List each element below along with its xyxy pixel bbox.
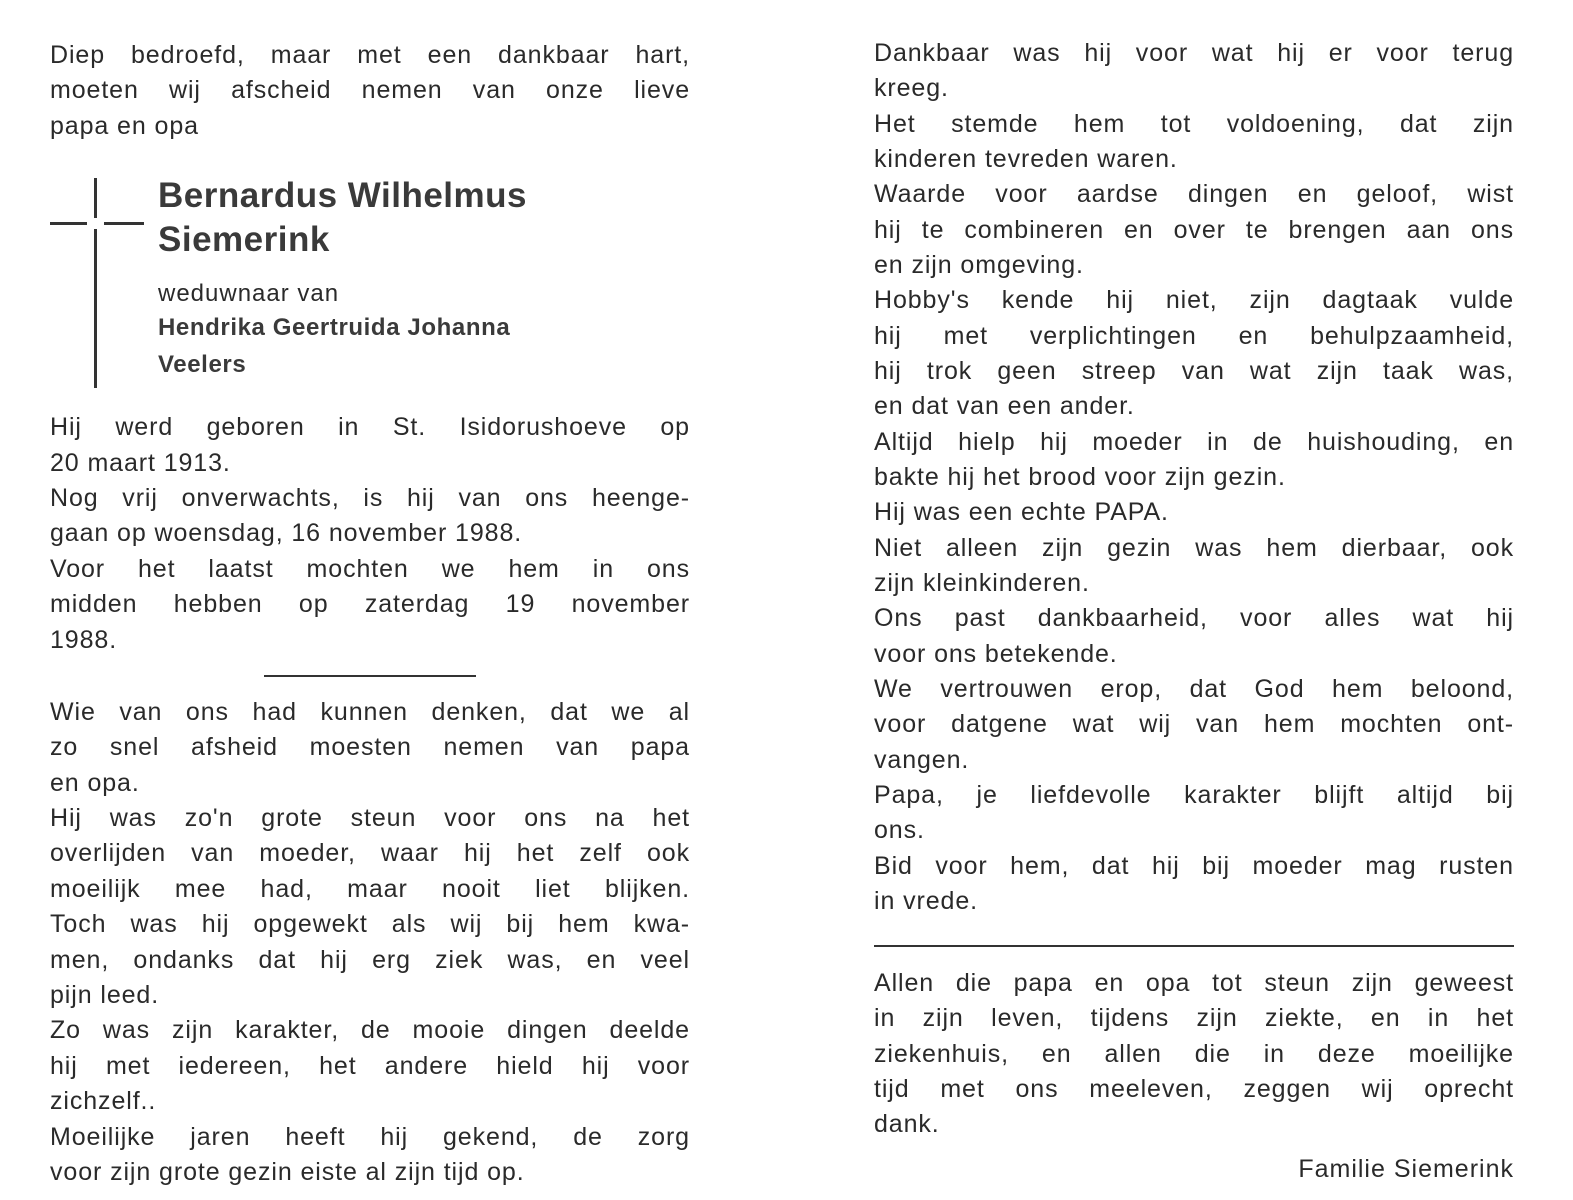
- fact-line: 1988.: [50, 626, 118, 654]
- memory-line: overlijden van moeder, waar hij het zelf ook: [50, 839, 690, 867]
- memory-line: moeilijk mee had, maar nooit liet blijken.: [50, 875, 690, 903]
- memory-line: Het stemde hem tot voldoening, dat zijn: [874, 110, 1514, 138]
- memory-line: voor datgene wat wij van hem mochten ont-: [874, 710, 1514, 738]
- spouse-first-names: Hendrika Geertruida Johanna: [158, 314, 511, 341]
- memory-line: Hobby's kende hij niet, zijn dagtaak vulde: [874, 286, 1514, 314]
- thanks-line: tijd met ons meeleven, zeggen wij oprecht: [874, 1075, 1514, 1103]
- fact-line: Voor het laatst mochten we hem in ons: [50, 555, 690, 583]
- memory-line: We vertrouwen erop, dat God hem beloond,: [874, 675, 1514, 703]
- memory-line: in vrede.: [874, 887, 978, 915]
- memory-line: zo snel afsheid moesten nemen van papa: [50, 733, 690, 761]
- memory-line: men, ondanks dat hij erg ziek was, en veel: [50, 946, 690, 974]
- memory-line: Hij was zo'n grote steun voor ons na het: [50, 804, 690, 832]
- memory-line: vangen.: [874, 746, 970, 774]
- fact-line: Nog vrij onverwachts, is hij van ons heenge-: [50, 484, 690, 512]
- memory-line: zichzelf..: [50, 1087, 157, 1115]
- relation-label: weduwnaar van: [158, 280, 340, 307]
- intro-line: moeten wij afscheid nemen van onze lieve: [50, 76, 690, 104]
- memory-line: en opa.: [50, 769, 140, 797]
- spouse-surname: Veelers: [158, 351, 247, 378]
- memory-line: Dankbaar was hij voor wat hij er voor terug: [874, 39, 1514, 67]
- memory-line: hij te combineren en over te brengen aan ons: [874, 216, 1514, 244]
- memory-line: bakte hij het brood voor zijn gezin.: [874, 463, 1286, 491]
- memory-line: voor ons betekende.: [874, 640, 1118, 668]
- section-divider: [874, 945, 1514, 947]
- memory-line: hij met iedereen, het andere hield hij voor: [50, 1052, 690, 1080]
- intro-line: papa en opa: [50, 112, 199, 140]
- memory-line: Waarde voor aardse dingen en geloof, wist: [874, 180, 1514, 208]
- memory-line: Papa, je liefdevolle karakter blijft altijd bij: [874, 781, 1514, 809]
- memory-line: Altijd hielp hij moeder in de huishouding, en: [874, 428, 1514, 456]
- thanks-line: Allen die papa en opa tot steun zijn geweest: [874, 969, 1514, 997]
- deceased-first-names: Bernardus Wilhelmus: [158, 176, 527, 215]
- deceased-surname: Siemerink: [158, 220, 330, 259]
- memory-line: hij trok geen streep van wat zijn taak was,: [874, 357, 1514, 385]
- memory-line: Wie van ons had kunnen denken, dat we al: [50, 698, 690, 726]
- memory-line: Toch was hij opgewekt als wij bij hem kwa-: [50, 910, 690, 938]
- memory-line: kreeg.: [874, 74, 949, 102]
- fact-line: gaan op woensdag, 16 november 1988.: [50, 519, 523, 547]
- section-divider: [264, 675, 476, 677]
- thanks-line: ziekenhuis, en allen die in deze moeilijke: [874, 1040, 1514, 1068]
- family-signature: Familie Siemerink: [1298, 1155, 1514, 1183]
- intro-line: Diep bedroefd, maar met een dankbaar hart,: [50, 41, 690, 69]
- memory-line: Moeilijke jaren heeft hij gekend, de zorg: [50, 1123, 690, 1151]
- fact-line: midden hebben op zaterdag 19 november: [50, 590, 690, 618]
- memory-line: en zijn omgeving.: [874, 251, 1084, 279]
- memory-line: Bid voor hem, dat hij bij moeder mag rusten: [874, 852, 1514, 880]
- memory-line: pijn leed.: [50, 981, 160, 1009]
- thanks-line: in zijn leven, tijdens zijn ziekte, en in het: [874, 1004, 1514, 1032]
- memory-line: Niet alleen zijn gezin was hem dierbaar, ook: [874, 534, 1514, 562]
- memory-line: Ons past dankbaarheid, voor alles wat hij: [874, 604, 1514, 632]
- memory-line: kinderen tevreden waren.: [874, 145, 1178, 173]
- thanks-line: dank.: [874, 1110, 940, 1138]
- memory-line: ons.: [874, 816, 925, 844]
- fact-line: Hij werd geboren in St. Isidorushoeve op: [50, 413, 690, 441]
- memory-line: hij met verplichtingen en behulpzaamheid,: [874, 322, 1514, 350]
- memory-line: zijn kleinkinderen.: [874, 569, 1090, 597]
- memory-line: Zo was zijn karakter, de mooie dingen deelde: [50, 1016, 690, 1044]
- memory-line: Hij was een echte PAPA.: [874, 498, 1169, 526]
- memory-line: voor zijn grote gezin eiste al zijn tijd op.: [50, 1158, 525, 1186]
- memory-line: en dat van een ander.: [874, 392, 1135, 420]
- fact-line: 20 maart 1913.: [50, 449, 231, 477]
